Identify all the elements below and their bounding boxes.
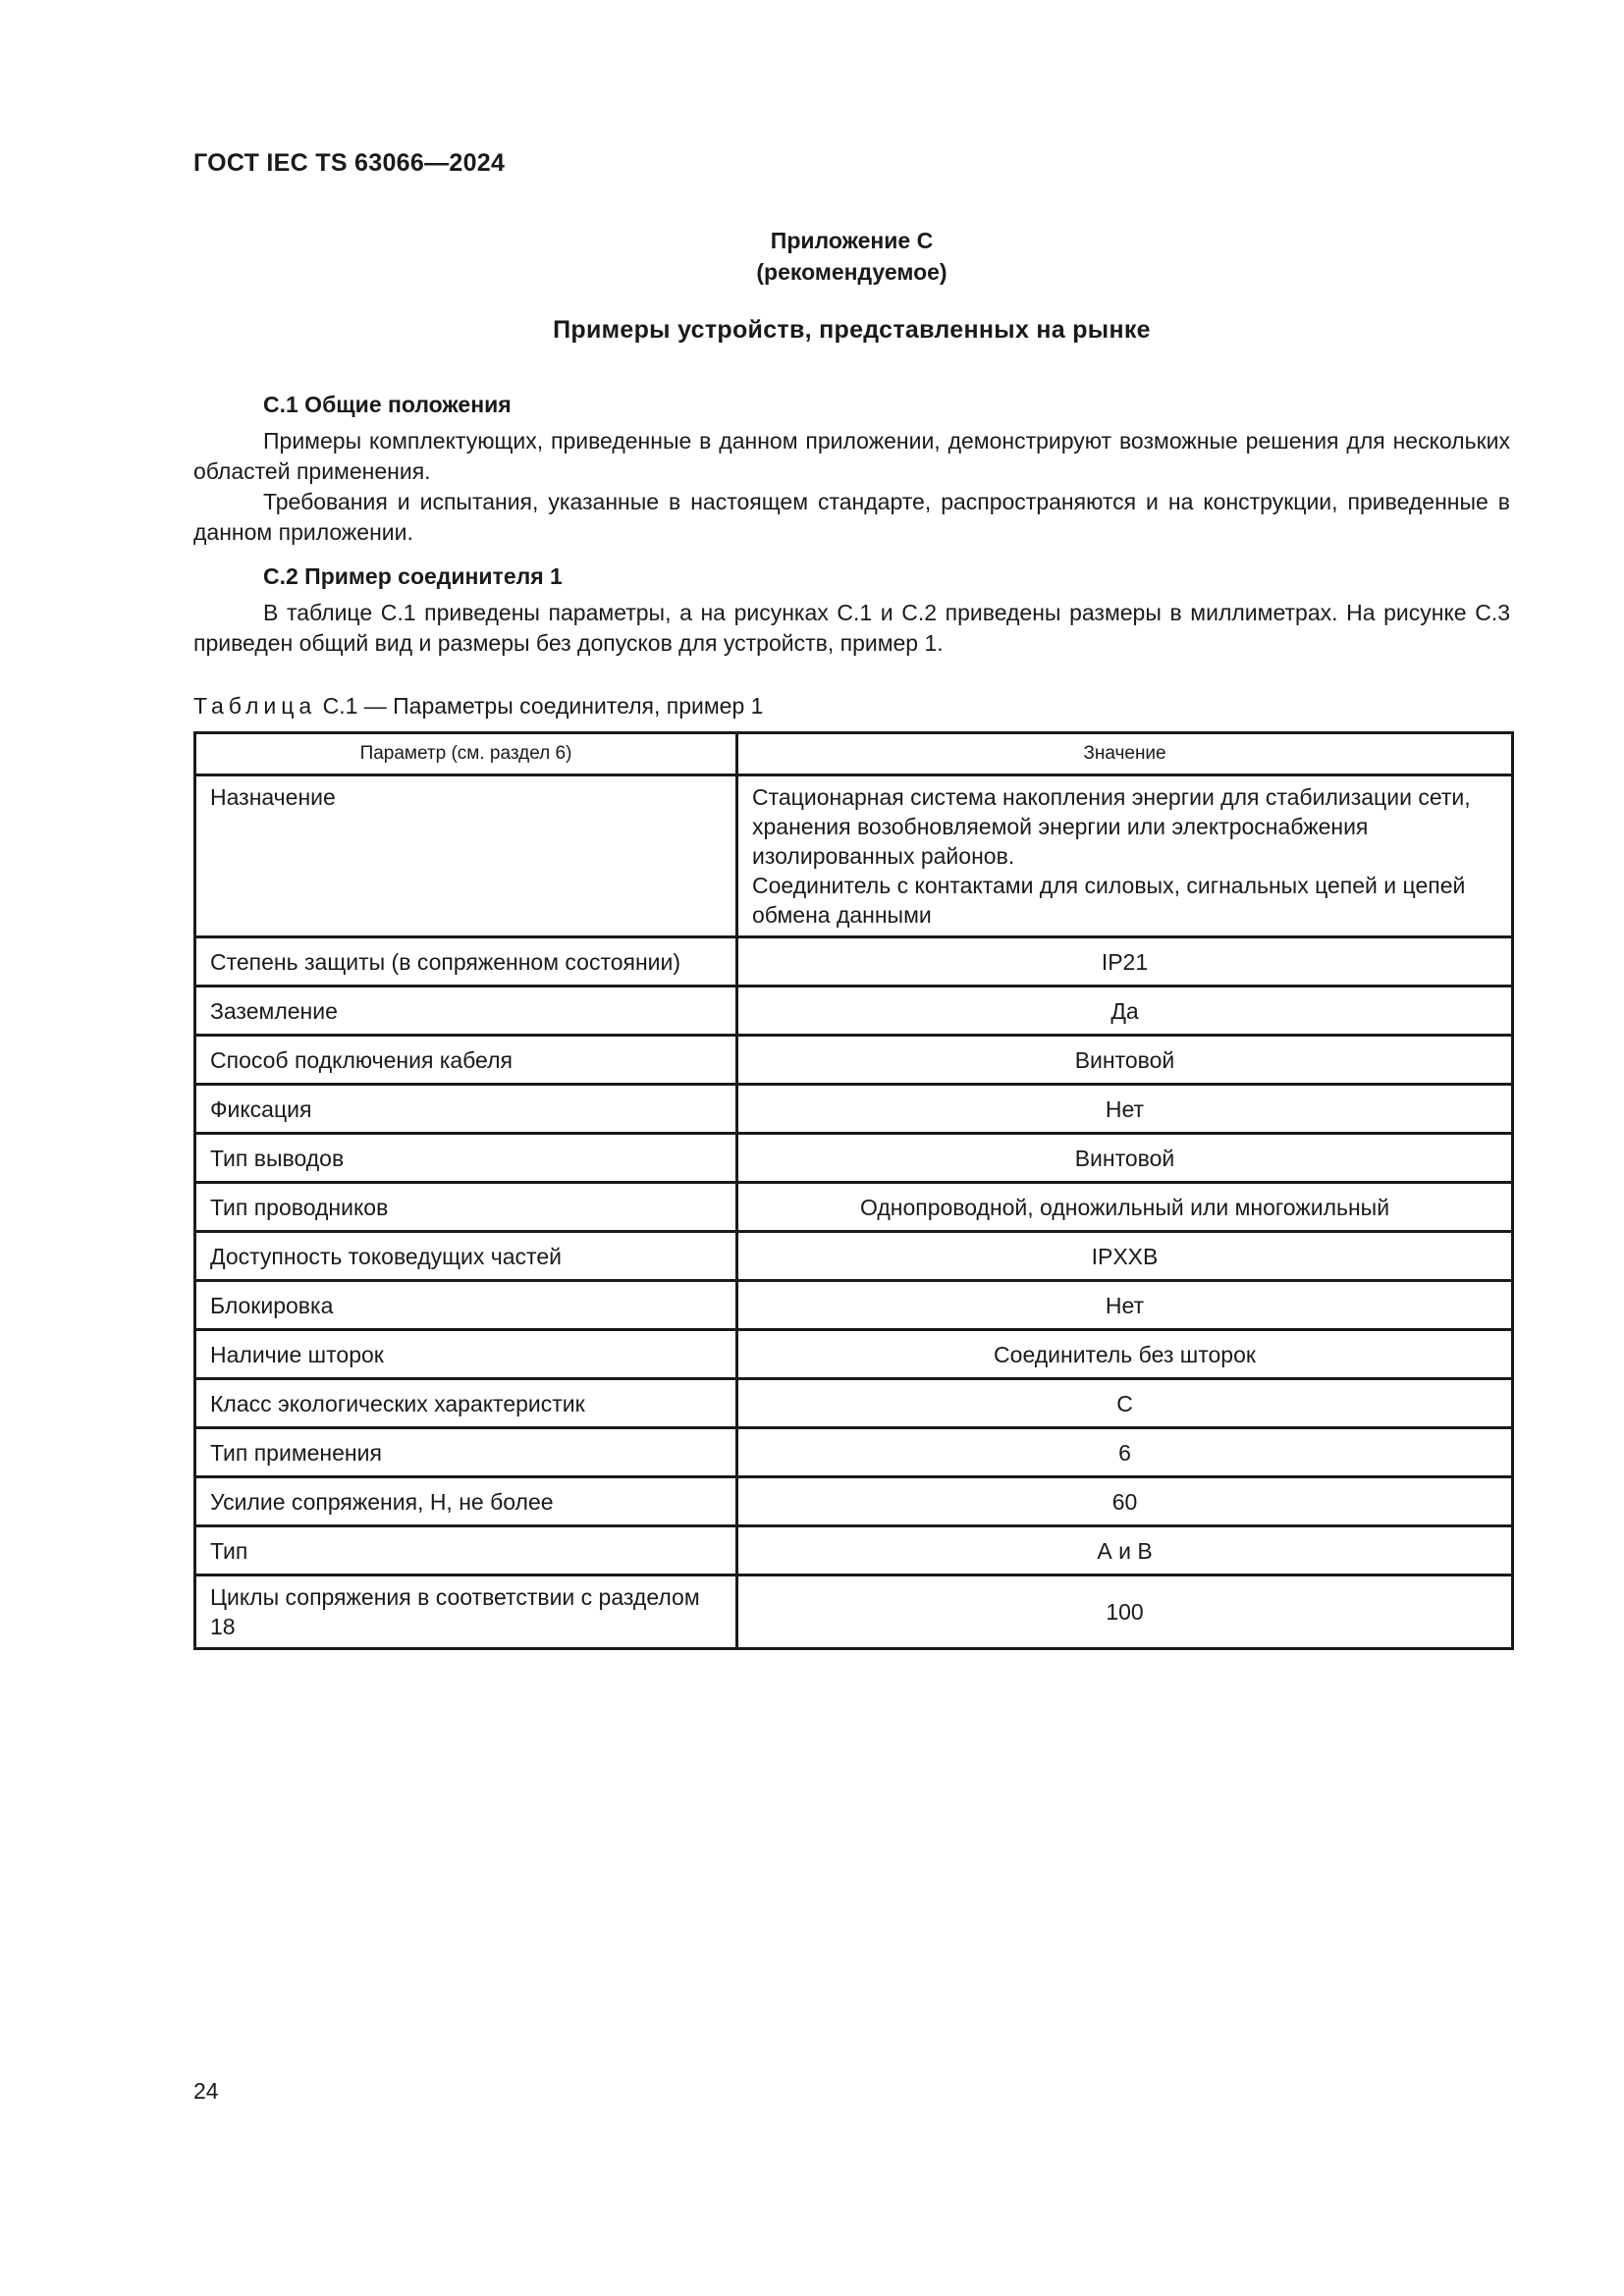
table-caption-label: Таблица: [193, 693, 317, 719]
table-row: [195, 987, 1513, 1036]
table-cell-param: Заземление: [195, 987, 737, 1036]
table-row: [195, 1183, 1513, 1232]
table-cell-value: Винтовой: [737, 1134, 1513, 1183]
table-caption-text: С.1 — Параметры соединителя, пример 1: [316, 693, 764, 719]
table-row: [195, 1134, 1513, 1183]
table-cell-param: Блокировка: [195, 1281, 737, 1330]
paragraph: Примеры комплектующих, приведенные в данном приложении, демонстрируют возможные решения для нескольких областей применения.: [193, 428, 1510, 484]
table-cell-value: 60: [737, 1477, 1513, 1526]
annex-heading: Примеры устройств, представленных на рынке: [553, 316, 1151, 344]
table-cell-value: 100: [737, 1575, 1513, 1649]
table-caption: [193, 693, 763, 720]
table-row: [195, 1232, 1513, 1281]
table-row: [195, 1330, 1513, 1379]
table-row: [195, 1428, 1513, 1477]
table-row: [195, 1085, 1513, 1134]
section-general: [193, 390, 1510, 548]
table-cell-param: Циклы сопряжения в соответствии с разделом 18: [195, 1575, 737, 1649]
body-text: [193, 390, 1510, 672]
table-row: [195, 1281, 1513, 1330]
table-row: [195, 1526, 1513, 1575]
table-cell-value: Да: [737, 987, 1513, 1036]
table-header-row: [195, 733, 1513, 775]
table-cell-param: Назначение: [195, 775, 737, 937]
table-cell-param: Доступность токоведущих частей: [195, 1232, 737, 1281]
table-cell-value: IPXXB: [737, 1232, 1513, 1281]
section-heading: С.1 Общие положения: [263, 392, 512, 417]
table-cell-param: Тип: [195, 1526, 737, 1575]
column-header-value: Значение: [737, 733, 1513, 775]
section-heading: С.2 Пример соединителя 1: [263, 563, 563, 589]
table-cell-param: Тип проводников: [195, 1183, 737, 1232]
table-cell-value: 6: [737, 1428, 1513, 1477]
table-cell-param: Тип применения: [195, 1428, 737, 1477]
table-row-purpose: [195, 775, 1513, 937]
annex-title: Приложение С: [770, 228, 934, 253]
table-cell-value: Однопроводной, одножильный или многожильный: [737, 1183, 1513, 1232]
page-number: 24: [193, 2078, 219, 2104]
column-header-parameter: Параметр (см. раздел 6): [195, 733, 737, 775]
table-cell-value: Нет: [737, 1085, 1513, 1134]
table-row: [195, 1477, 1513, 1526]
table-cell-param: Класс экологических характеристик: [195, 1379, 737, 1428]
table-row: [195, 1575, 1513, 1649]
parameters-table: [193, 731, 1514, 1650]
annex-title-block: [193, 225, 1510, 288]
table-cell-param: Тип выводов: [195, 1134, 737, 1183]
table-row: [195, 937, 1513, 987]
table-cell-value: [737, 775, 1513, 937]
table-cell-param: Степень защиты (в сопряженном состоянии): [195, 937, 737, 987]
purpose-line: Соединитель с контактами для силовых, сигнальных цепей и цепей обмена данными: [752, 873, 1466, 928]
paragraph: Требования и испытания, указанные в настоящем стандарте, распространяются и на конструкции, приведенные в данном приложении.: [193, 489, 1510, 545]
table-cell-param: Усилие сопряжения, Н, не более: [195, 1477, 737, 1526]
purpose-line: Стационарная система накопления энергии для стабилизации сети, хранения возобновляемой энергии или электроснабжения изолированных районов.: [752, 784, 1471, 869]
table-cell-param: Способ подключения кабеля: [195, 1036, 737, 1085]
table-row: [195, 1379, 1513, 1428]
table-cell-value: С: [737, 1379, 1513, 1428]
document-header: ГОСТ IEC TS 63066—2024: [193, 149, 506, 177]
table-cell-value: А и В: [737, 1526, 1513, 1575]
table-cell-param: Наличие шторок: [195, 1330, 737, 1379]
table-cell-value: IP21: [737, 937, 1513, 987]
table-row: [195, 1036, 1513, 1085]
table-cell-value: Соединитель без шторок: [737, 1330, 1513, 1379]
table-cell-value: Винтовой: [737, 1036, 1513, 1085]
paragraph: В таблице С.1 приведены параметры, а на рисунках С.1 и С.2 приведены размеры в миллиметрах. На рисунке С.3 приведен общий вид и размеры без допусков для устройств, пример 1.: [193, 600, 1510, 656]
table-cell-param: Фиксация: [195, 1085, 737, 1134]
annex-subtitle: (рекомендуемое): [756, 259, 947, 285]
section-connector-example: [193, 561, 1510, 659]
table-cell-value: Нет: [737, 1281, 1513, 1330]
